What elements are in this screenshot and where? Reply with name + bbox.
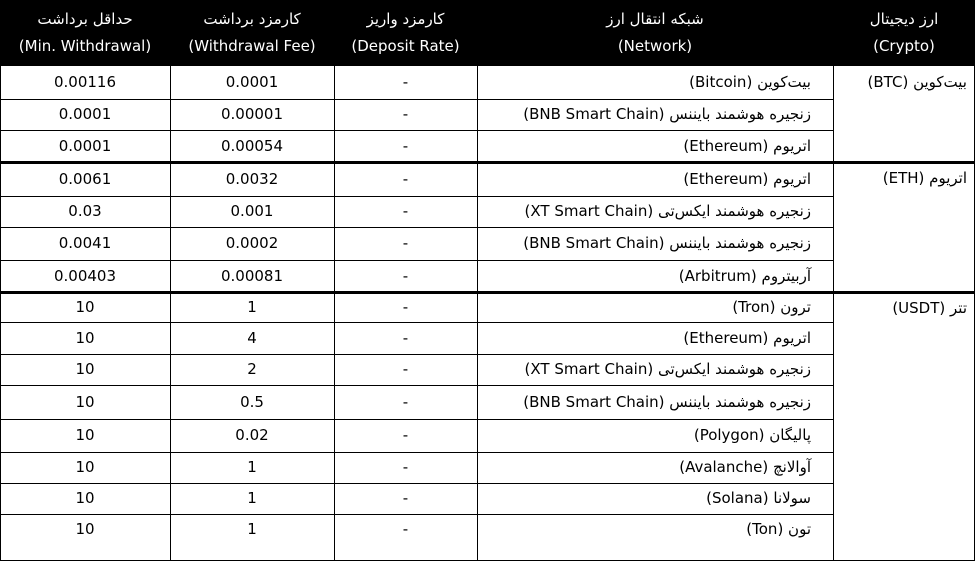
withdrawal-fee-cell: 2 xyxy=(247,360,257,378)
min-withdrawal-cell: 10 xyxy=(75,360,95,378)
withdrawal-fee-cell: 0.001 xyxy=(230,202,274,220)
deposit-rate-cell: - xyxy=(402,329,409,347)
deposit-rate-cell: - xyxy=(402,105,409,123)
deposit-rate-cell: - xyxy=(402,170,409,188)
min-withdrawal-cell: 0.00403 xyxy=(53,267,117,285)
withdrawal-fee-cell: 1 xyxy=(247,520,257,538)
table-header xyxy=(0,0,975,66)
withdrawal-fee-cell: 1 xyxy=(247,458,257,476)
network-cell: اتریوم (Ethereum) xyxy=(683,329,811,347)
column-divider xyxy=(477,66,478,561)
min-withdrawal-cell: 10 xyxy=(75,329,95,347)
network-cell: پالیگان (Polygon) xyxy=(693,426,811,444)
withdrawal-fee-cell: 0.00054 xyxy=(220,137,284,155)
header-crypto: ارز دیجیتال (Crypto) xyxy=(869,10,939,55)
min-withdrawal-cell: 0.03 xyxy=(68,202,102,220)
network-cell: آربیتروم (Arbitrum) xyxy=(678,267,811,285)
withdrawal-fee-cell: 1 xyxy=(247,298,257,316)
withdrawal-fee-cell: 0.0032 xyxy=(225,170,279,188)
withdrawal-fee-cell: 0.0001 xyxy=(225,73,279,91)
deposit-rate-cell: - xyxy=(402,234,409,252)
deposit-rate-cell: - xyxy=(402,73,409,91)
withdrawal-fee-cell: 1 xyxy=(247,489,257,507)
deposit-rate-cell: - xyxy=(402,489,409,507)
withdrawal-fee-cell: 0.0002 xyxy=(225,234,279,252)
min-withdrawal-cell: 10 xyxy=(75,520,95,538)
header-withdrawal-fee: کارمزد برداشت (Withdrawal Fee) xyxy=(188,10,316,55)
crypto-cell: تتر (USDT) xyxy=(892,299,967,317)
deposit-rate-cell: - xyxy=(402,298,409,316)
deposit-rate-cell: - xyxy=(402,267,409,285)
min-withdrawal-cell: 10 xyxy=(75,393,95,411)
min-withdrawal-cell: 10 xyxy=(75,489,95,507)
withdrawal-fee-cell: 0.5 xyxy=(240,393,264,411)
deposit-rate-cell: - xyxy=(402,458,409,476)
network-cell: زنجیره هوشمند ایکس‌تی (XT Smart Chain) xyxy=(524,360,811,378)
network-cell: سولانا (Solana) xyxy=(706,489,811,507)
fee-table xyxy=(0,66,975,561)
column-divider xyxy=(170,66,171,561)
min-withdrawal-cell: 10 xyxy=(75,298,95,316)
network-cell: زنجیره هوشمند ایکس‌تی (XT Smart Chain) xyxy=(524,202,811,220)
withdrawal-fee-cell: 0.00001 xyxy=(220,105,284,123)
min-withdrawal-cell: 0.0001 xyxy=(58,137,112,155)
deposit-rate-cell: - xyxy=(402,426,409,444)
withdrawal-fee-cell: 0.00081 xyxy=(220,267,284,285)
network-cell: زنجیره هوشمند بایننس (BNB Smart Chain) xyxy=(523,105,811,123)
column-divider xyxy=(833,66,834,561)
deposit-rate-cell: - xyxy=(402,202,409,220)
column-divider xyxy=(0,66,1,561)
withdrawal-fee-cell: 0.02 xyxy=(235,426,269,444)
network-cell: زنجیره هوشمند بایننس (BNB Smart Chain) xyxy=(523,393,811,411)
header-deposit-rate: کارمزد واریز (Deposit Rate) xyxy=(351,10,460,55)
min-withdrawal-cell: 0.00116 xyxy=(53,73,117,91)
withdrawal-fee-cell: 4 xyxy=(247,329,257,347)
min-withdrawal-cell: 0.0061 xyxy=(58,170,112,188)
network-cell: زنجیره هوشمند بایننس (BNB Smart Chain) xyxy=(523,234,811,252)
header-min-withdrawal: حداقل برداشت (Min. Withdrawal) xyxy=(18,10,152,55)
network-cell: ترون (Tron) xyxy=(732,298,811,316)
header-network: شبکه انتقال ارز (Network) xyxy=(606,10,704,55)
min-withdrawal-cell: 10 xyxy=(75,458,95,476)
min-withdrawal-cell: 0.0041 xyxy=(58,234,112,252)
min-withdrawal-cell: 0.0001 xyxy=(58,105,112,123)
crypto-cell: اتریوم (ETH) xyxy=(882,169,967,187)
deposit-rate-cell: - xyxy=(402,393,409,411)
column-divider xyxy=(334,66,335,561)
network-cell: اتریوم (Ethereum) xyxy=(683,170,811,188)
deposit-rate-cell: - xyxy=(402,520,409,538)
network-cell: تون (Ton) xyxy=(746,520,811,538)
network-cell: آوالانچ (Avalanche) xyxy=(679,458,811,476)
crypto-cell: بیت‌کوین (BTC) xyxy=(867,73,967,91)
network-cell: اتریوم (Ethereum) xyxy=(683,137,811,155)
network-cell: بیت‌کوین (Bitcoin) xyxy=(689,73,811,91)
deposit-rate-cell: - xyxy=(402,360,409,378)
deposit-rate-cell: - xyxy=(402,137,409,155)
min-withdrawal-cell: 10 xyxy=(75,426,95,444)
